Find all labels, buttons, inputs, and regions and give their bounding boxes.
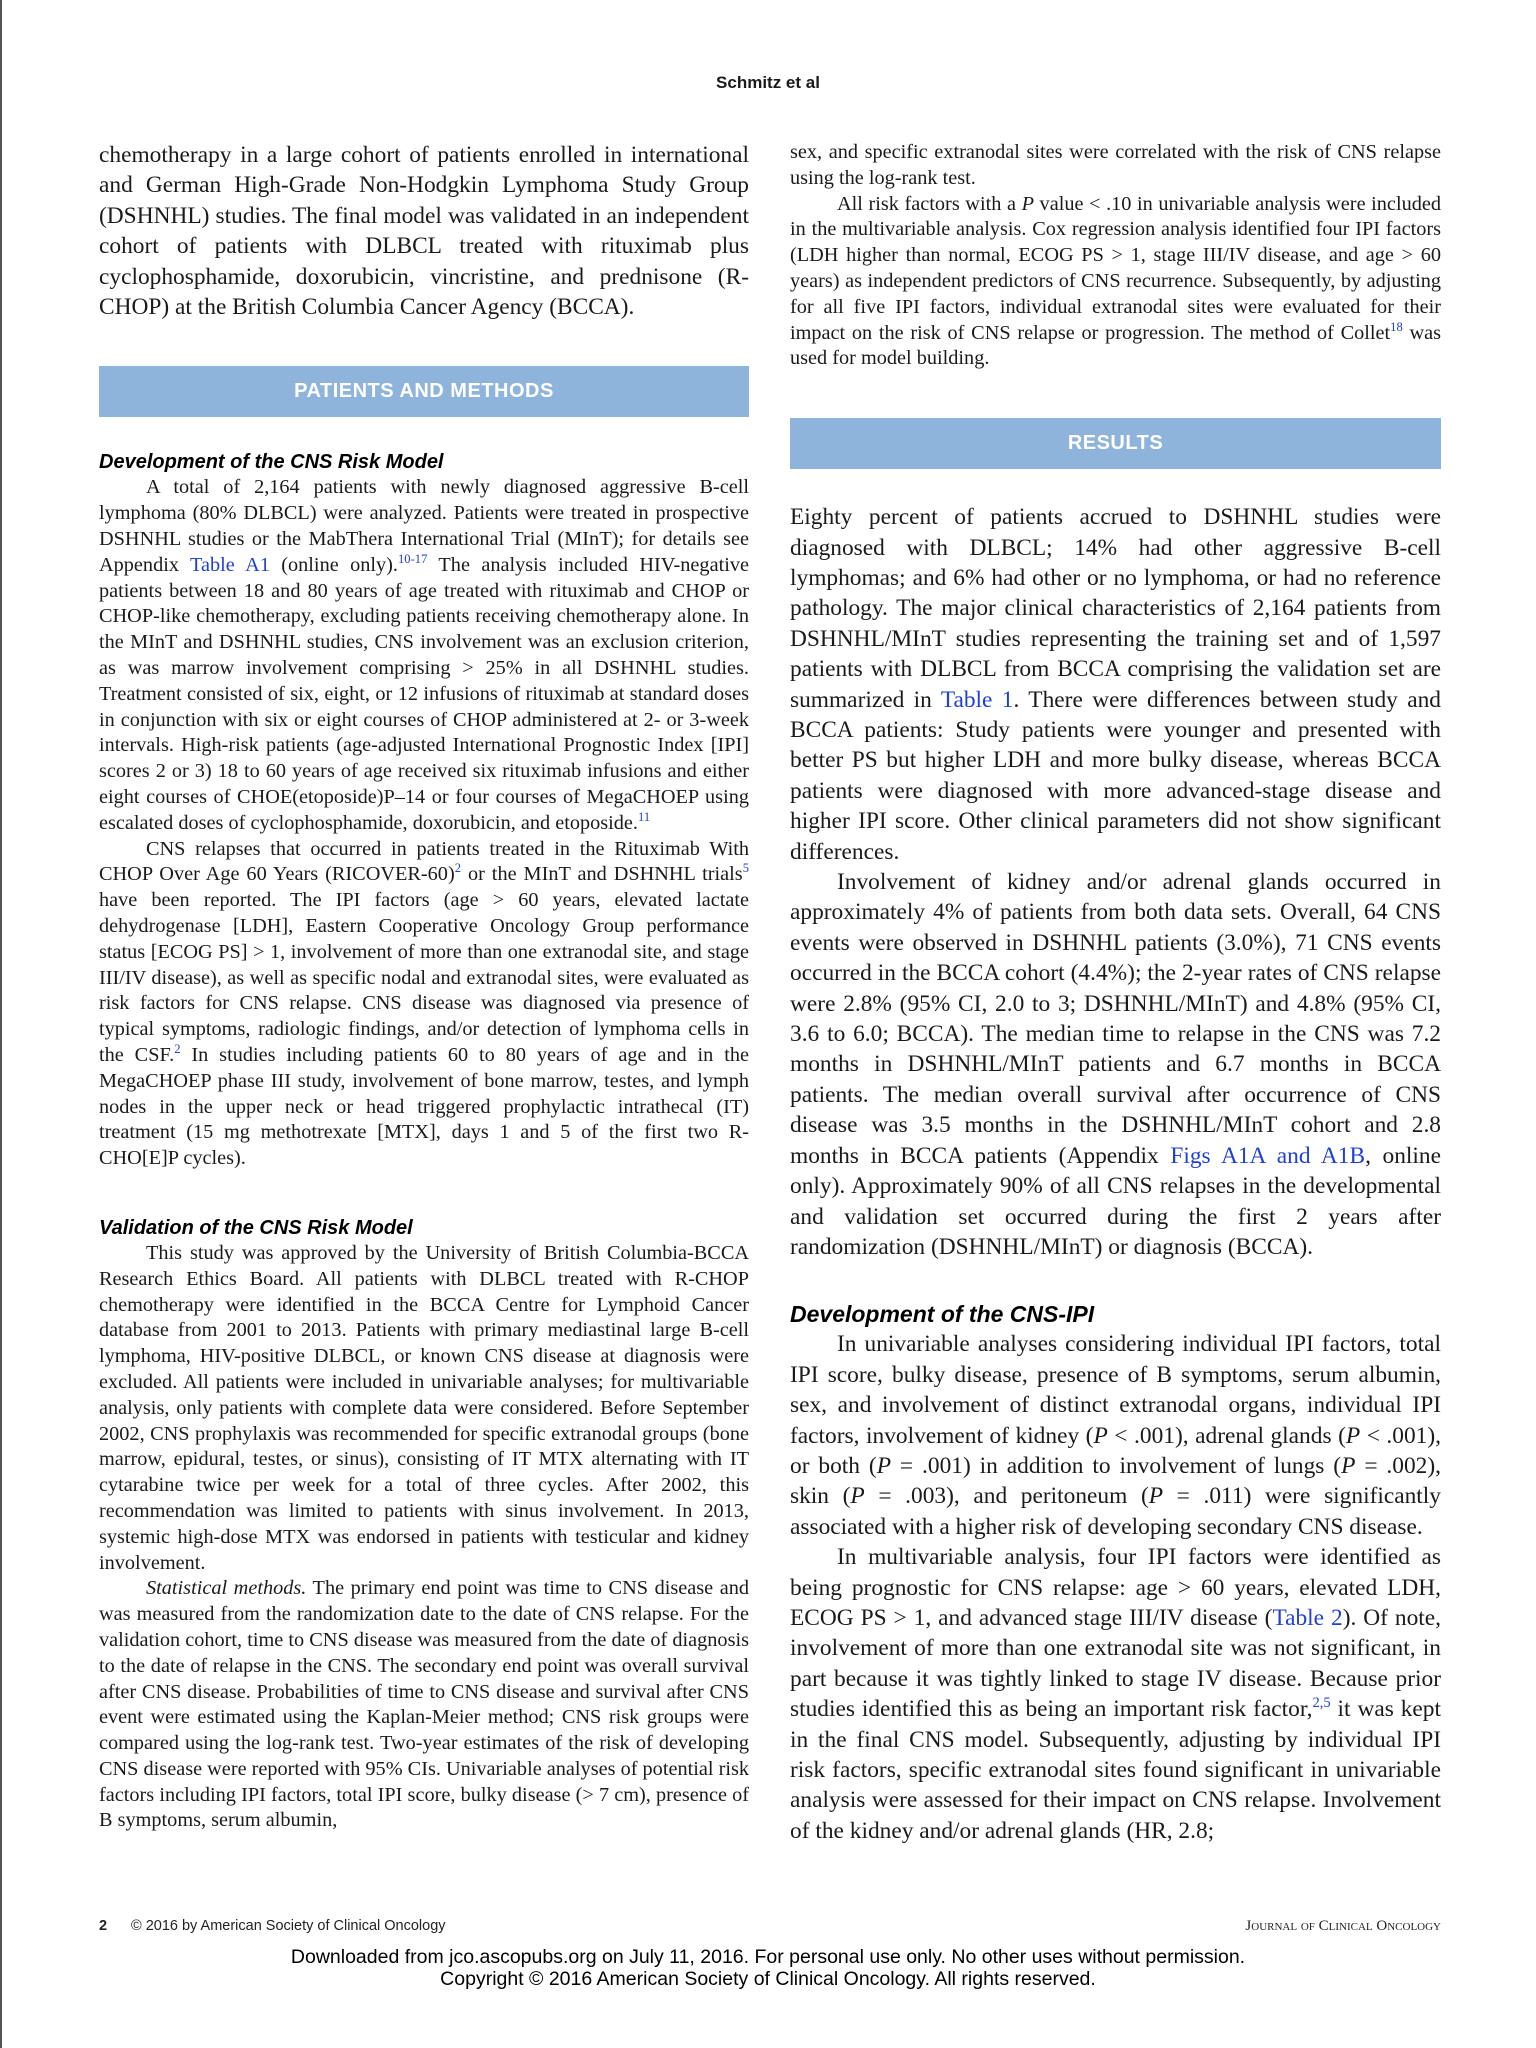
subsection-heading-cns-ipi: Development of the CNS-IPI <box>790 1301 1095 1328</box>
page-footer <box>99 1918 1441 1940</box>
subsection-heading-validation: Validation of the CNS Risk Model <box>99 1216 413 1239</box>
text-run: In univariable analyses considering individual IPI factors, total IPI score, bulky disease, presence of B symptoms, serum albumin, sex, and involvement of distinct extranodal organs, individual IPI factors, involvement of kidney ( <box>790 1331 1441 1449</box>
link-table-a1[interactable]: Table A1 <box>190 553 270 576</box>
page-edge <box>0 0 2 2048</box>
p-letter: P <box>1341 1452 1356 1479</box>
validation-paragraph-1: This study was approved by the University of British Columbia-BCCA Research Ethics Board. All patients with DLBCL treated with R-CHOP chemotherapy were identified in the BCCA Centre for Lymphoid Cancer database from 2001 to 2013. Patients with primary mediastinal large B-cell lymphoma, HIV-positive DLBCL, or known CNS disease at diagnosis were excluded. All patients were included in univariable analyses; for multivariable analysis, only patients with complete data were considered. Before September 2002, CNS prophylaxis was recommended for specific extranodal groups (bone marrow, epidural, testes, or sinus), consisting of IT MTX alternating with IT cytarabine twice per week for a total of three cycles. After 2002, this recommendation was limited to patients with sinus involvement. In 2013, systemic high-dose MTX was endorsed in patients with testicular and kidney involvement. <box>99 1241 749 1574</box>
ref-2b[interactable]: 2 <box>174 1042 181 1057</box>
dev-model-paragraph-2 <box>99 837 749 1172</box>
text-run: < .001), adrenal glands ( <box>1107 1422 1346 1449</box>
text-run: All risk factors with a <box>837 192 1022 215</box>
right-column <box>790 140 1441 1846</box>
text-run: . There were differences between study and BCCA patients: Study patients were younger and presented with better PS but higher LDH and more bulky disease, whereas BCCA patients were diagnosed with more advanced-stage disease and higher IPI score. Other clinical parameters did not show significant differences. <box>790 686 1441 865</box>
left-column <box>99 140 749 1834</box>
results-paragraph-1 <box>790 502 1441 867</box>
p-letter: P <box>1093 1422 1108 1449</box>
page-number: 2 <box>99 1918 108 1934</box>
text-run: was used for model building. <box>790 321 1441 370</box>
subsection-heading-dev-model: Development of the CNS Risk Model <box>99 451 444 474</box>
text-run: (online only). <box>269 553 399 576</box>
text-run: value < .10 in univariable analysis were included in the multivariable analysis. Cox regression analysis identified four IPI factors (LDH higher than normal, ECOG PS > 1, stage III/IV disease, and age > 60 years) as independent predictors of CNS recurrence. Subsequently, by adjusting for all five IPI factors, individual extranodal sites were evaluated for their impact on the risk of CNS relapse or progression. The method of Collet <box>790 192 1441 344</box>
intro-paragraph: chemotherapy in a large cohort of patients enrolled in international and German High-Grade Non-Hodgkin Lymphoma Study Group (DSHNHL) studies. The final model was validated in an independent cohort of patients with DLBCL treated with rituximab plus cyclophosphamide, doxorubicin, vincristine, and prednisone (R-CHOP) at the British Columbia Cancer Agency (BCCA). <box>99 142 749 321</box>
cns-ipi-paragraph-2 <box>790 1542 1441 1846</box>
statistical-methods-lead: Statistical methods. <box>146 1577 307 1600</box>
results-paragraph-2 <box>790 867 1441 1262</box>
text-run: The primary end point was time to CNS disease and was measured from the randomization date to the date of CNS relapse. For the validation cohort, time to CNS disease was measured from the date of diagnosis to the date of relapse in the CNS. The secondary end point was overall survival after CNS disease. Probabilities of time to CNS disease and survival after CNS event were estimated using the Kaplan-Meier method; CNS risk groups were compared using the log-rank test. Two-year estimates of the risk of developing CNS disease were reported with 95% CIs. Univariable analyses of potential risk factors including IPI factors, total IPI score, bulky disease (> 7 cm), presence of B symptoms, serum albumin, <box>99 1577 749 1832</box>
ref-2[interactable]: 2 <box>454 861 461 876</box>
ref-10-17[interactable]: 10-17 <box>398 552 428 567</box>
link-figs-a1a-a1b[interactable]: Figs A1A and A1B <box>1170 1142 1366 1169</box>
p-letter: P <box>1148 1483 1164 1510</box>
methods-multivariable-paragraph <box>790 192 1441 373</box>
dev-model-paragraph-1 <box>99 475 749 836</box>
copyright-notice: © 2016 by American Society of Clinical Oncology <box>131 1918 446 1934</box>
download-line-1: Downloaded from jco.ascopubs.org on July 11, 2016. For personal use only. No other uses without permission. <box>290 1946 1246 1968</box>
text-run: it was kept in the final CNS model. Subsequently, adjusting by individual IPI risk factors, specific extranodal sites found significant in univariable analysis were assessed for their impact on CNS relapse. Involvement of the kidney and/or adrenal glands (HR, 2.8; <box>790 1696 1441 1844</box>
text-run: = .003), and peritoneum ( <box>864 1483 1149 1510</box>
text-run: Eighty percent of patients accrued to DSHNHL studies were diagnosed with DLBCL; 14% had other aggressive B-cell lymphomas; and 6% had other or no lymphoma, or had no reference pathology. The major clinical characteristics of 2,164 patients from DSHNHL/MInT studies representing the training set and of 1,597 patients with DLBCL from BCCA comprising the validation set are summarized in <box>790 504 1441 713</box>
ref-11[interactable]: 11 <box>638 810 651 825</box>
validation-paragraph-2 <box>99 1576 749 1834</box>
journal-name: Journal of Clinical Oncology <box>1245 1918 1441 1934</box>
text-run: A total of 2,164 patients with newly diagnosed aggressive B-cell lymphoma (80% DLBCL) were analyzed. Patients were treated in prospective DSHNHL studies or the MabThera International Trial (MInT); for details see Appendix <box>99 476 749 576</box>
text-run: The analysis included HIV-negative patients between 18 and 80 years of age treated with rituximab and CHOP or CHOP-like chemotherapy, excluding patients receiving chemotherapy alone. In the MInT and DSHNHL studies, CNS involvement was an exclusion criterion, as was marrow involvement comprising > 25% in all DSHNHL studies. Treatment consisted of six, eight, or 12 infusions of rituximab at standard doses in conjunction with six or eight courses of CHOP administered at 2- or 3-week intervals. High-risk patients (age-adjusted International Prognostic Index [IPI] scores 2 or 3) 18 to 60 years of age received six rituximab infusions and either eight courses of CHOE(etoposide)P–14 or four courses of MegaCHOEP using escalated doses of cyclophosphamide, doxorubicin, and etoposide. <box>99 553 749 834</box>
text-run: have been reported. The IPI factors (age > 60 years, elevated lactate dehydrogenase [LDH], Eastern Cooperative Oncology Group performance status [ECOG PS] > 1, involvement of more than one extranodal site, and stage III/IV disease), as well as specific nodal and extranodal sites, were evaluated as risk factors for CNS relapse. CNS disease was diagnosed via presence of typical symptoms, radiologic findings, and/or detection of lymphoma cells in the CSF. <box>99 889 749 1066</box>
section-banner-methods: PATIENTS AND METHODS <box>99 366 749 417</box>
text-run: Involvement of kidney and/or adrenal glands occurred in approximately 4% of patients from both data sets. Overall, 64 CNS events were observed in DSHNHL patients (3.0%), 71 CNS events occurred in the BCCA cohort (4.4%); the 2-year rates of CNS relapse were 2.8% (95% CI, 2.0 to 3; DSHNHL/MInT) and 4.8% (95% CI, 3.6 to 6.0; BCCA). The median time to relapse in the CNS was 7.2 months in DSHNHL/MInT patients and 6.7 months in BCCA patients. The median overall survival after occurrence of CNS disease was 3.5 months in the DSHNHL/MInT cohort and 2.8 months in BCCA patients (Appendix <box>790 869 1441 1169</box>
ref-18[interactable]: 18 <box>1390 319 1403 334</box>
p-letter: P <box>876 1452 891 1479</box>
text-run: < .001), or both ( <box>790 1422 1441 1479</box>
ref-2-5[interactable]: 2,5 <box>1312 1695 1331 1712</box>
text-run: CNS relapses that occurred in patients treated in the Rituximab With CHOP Over Age 60 Years (RICOVER-60) <box>99 837 749 886</box>
section-banner-results: RESULTS <box>790 418 1441 469</box>
ref-5[interactable]: 5 <box>742 861 749 876</box>
running-head: Schmitz et al <box>716 73 820 92</box>
link-table-1[interactable]: Table 1 <box>940 686 1014 713</box>
p-letter: P <box>850 1483 865 1510</box>
text-run: = .011) were significantly associated with a higher risk of developing secondary CNS disease. <box>790 1483 1442 1540</box>
cns-ipi-paragraph-1 <box>790 1329 1441 1542</box>
p-letter: P <box>1345 1422 1361 1449</box>
text-run: In multivariable analysis, four IPI factors were identified as being prognostic for CNS relapse: age > 60 years, elevated LDH, ECOG PS > 1, and advanced stage III/IV disease ( <box>790 1544 1441 1631</box>
p-letter: P <box>1021 192 1034 215</box>
text-run: , online only). Approximately 90% of all CNS relapses in the developmental and validation set occurred during the first 2 years after randomization (DSHNHL/MInT) or diagnosis (BCCA). <box>790 1142 1441 1260</box>
text-run: = .001) in addition to involvement of lungs ( <box>891 1452 1342 1479</box>
methods-continuation-paragraph: sex, and specific extranodal sites were correlated with the risk of CNS relapse using the log-rank test. <box>790 141 1441 189</box>
text-run: In studies including patients 60 to 80 years of age and in the MegaCHOEP phase III study, involvement of bone marrow, testes, and lymph nodes in the upper neck or head triggered prophylactic intrathecal (IT) treatment (15 mg methotrexate [MTX], days 1 and 5 of the first two R-CHO[E]P cycles). <box>99 1043 749 1170</box>
download-notice <box>0 1946 1536 1990</box>
text-run: or the MInT and DSHNHL trials <box>461 863 743 886</box>
link-table-2[interactable]: Table 2 <box>1272 1604 1343 1631</box>
text-run: = .002), skin ( <box>790 1452 1442 1510</box>
download-line-2: Copyright © 2016 American Society of Clinical Oncology. All rights reserved. <box>440 1968 1096 1990</box>
text-run: ). Of note, involvement of more than one extranodal site was not significant, in part because it was tightly linked to stage IV disease. Because prior studies identified this as being an important risk factor, <box>790 1604 1442 1723</box>
